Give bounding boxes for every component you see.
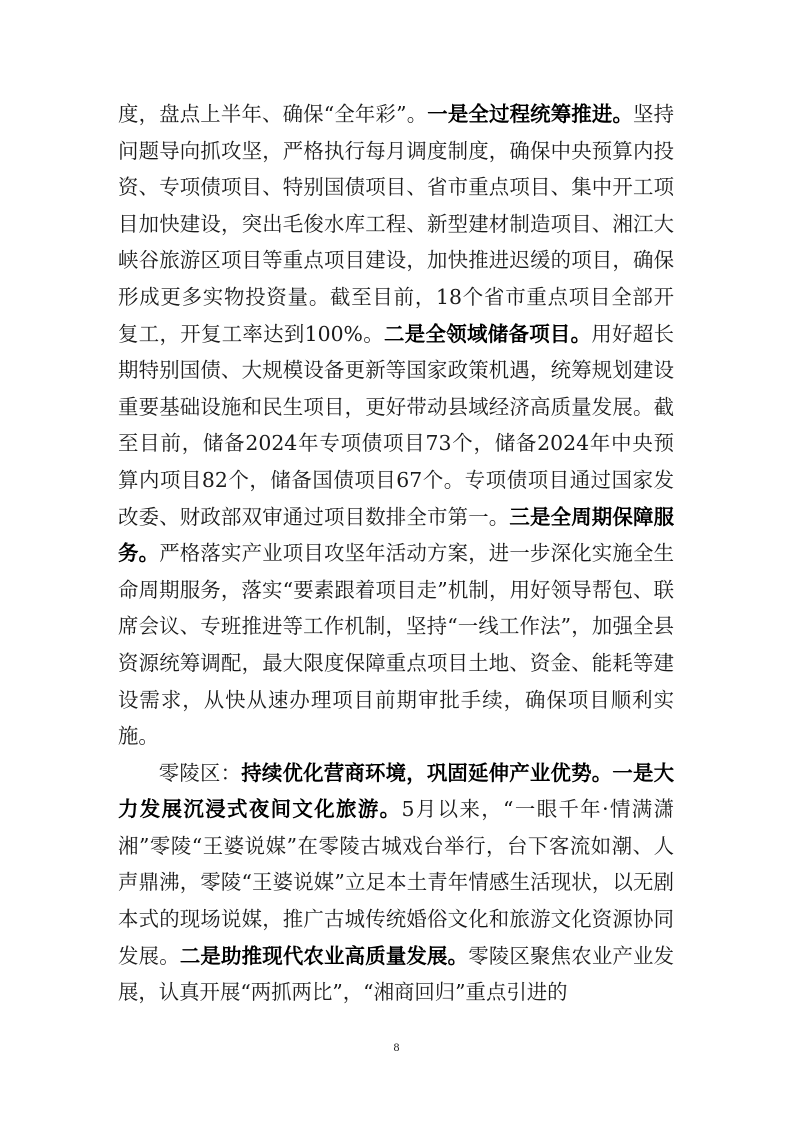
text-run: 严格落实产业项目攻坚年活动方案，进一步深化实施全生命周期服务，落实“要素跟着项目走”机制，用好领导帮包、联席会议、专班推进等工作机制，坚持“一线工作法”，加强全县资源统筹调配，最大限度保障重点项目土地、资金、能耗等建设需求，从快从速办理项目前期审批手续，确保项目顺利实施。	[118, 541, 674, 749]
text-run: 用好超长期特别国债、大规模设备更新等国家政策机遇，统筹规划建设重要基础设施和民生项目，更好带动县域经济高质量发展。截至目前，储备2024年专项债项目73个，储备2024年中央预算内项目82个，储备国债项目67个。专项债项目通过国家发改委、财政部双审通过项目数排全市第一。	[118, 321, 675, 529]
paragraph-continued	[118, 96, 674, 755]
bold-heading-2: 二是全领域储备项目。	[384, 321, 592, 346]
text-run: 零陵区聚焦农业产业发展，认真开展“两抓两比”，“湘商回归”重点引进的	[118, 943, 675, 1005]
district-label: 零陵区：	[158, 760, 242, 785]
paragraph-lingling	[118, 755, 674, 1011]
bold-heading-2-lingling: 二是助推现代农业高质量发展。	[179, 943, 469, 968]
bold-heading-1: 一是全过程统筹推进。	[427, 102, 634, 126]
bold-heading-lingling: 持续优化营商环境，巩固延伸产业优势。一是大力发展沉浸式夜间文化旅游。	[118, 760, 674, 822]
text-run: 5月以来，“一眼千年·情满潇湘”零陵“王婆说媒”在零陵古城戏台举行，台下客流如潮、人声鼎沸，零陵“王婆说媒”立足本土青年情感生活现状，以无剧本式的现场说媒，推广古城传统婚俗文化和旅游文化资源协同发展。	[118, 797, 674, 968]
text-run: 度，盘点上半年、确保“全年彩”。	[118, 102, 428, 126]
document-body	[118, 96, 674, 1011]
page-number: 8	[393, 1040, 400, 1054]
text-run: 坚持问题导向抓攻坚，严格执行每月调度制度，确保中央预算内投资、专项债项目、特别国债项目、省市重点项目、集中开工项目加快建设，突出毛俊水库工程、新型建材制造项目、湘江大峡谷旅游区项目等重点项目建设，加快推进迟缓的项目，确保形成更多实物投资量。截至目前，18个省市重点项目全部开复工，开复工率达到100%。	[118, 102, 675, 346]
bold-heading-3: 三是全周期保障服务。	[118, 504, 674, 566]
